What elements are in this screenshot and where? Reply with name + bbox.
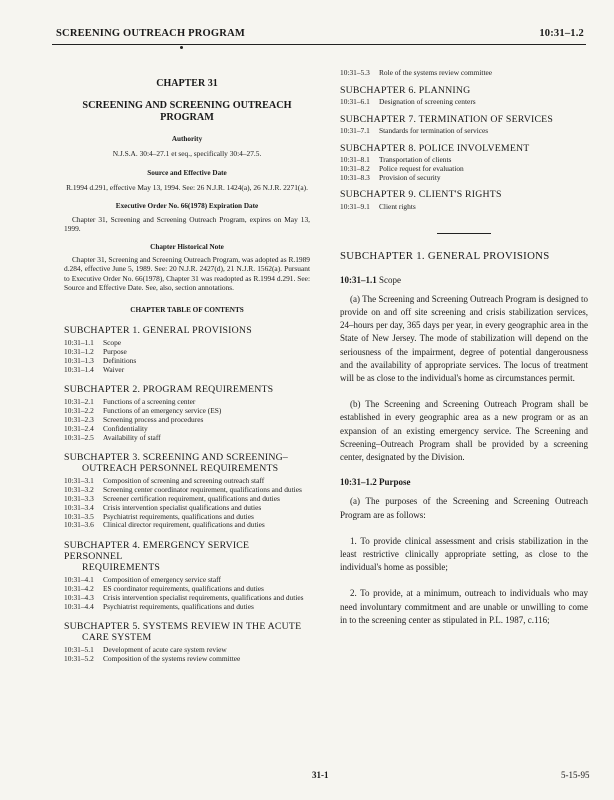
bullet-mark — [180, 46, 183, 49]
toc-subchapter-title: SUBCHAPTER 1. GENERAL PROVISIONS — [64, 325, 252, 337]
chapter-title: SCREENING AND SCREENING OUTREACH PROGRAM — [82, 100, 292, 124]
toc-entry — [340, 98, 588, 107]
section-label: Scope — [379, 274, 401, 285]
toc-entry-title: Client rights — [379, 201, 416, 211]
source-text: R.1994 d.291, effective May 13, 1994. See: 26 N.J.R. 1424(a), 26 N.J.R. 2271(a). — [66, 182, 308, 192]
toc-entry-number: 10:31–2.5 — [64, 432, 94, 442]
toc-entry-title: Functions of a screening center — [103, 397, 196, 407]
toc-list — [64, 339, 310, 374]
toc-subchapter-title: SUBCHAPTER 9. CLIENT'S RIGHTS — [340, 189, 502, 201]
toc-subchapter-title: SUBCHAPTER 2. PROGRAM REQUIREMENTS — [64, 384, 274, 396]
toc-entry-number: 10:31–5.3 — [340, 68, 370, 77]
toc-entry-number: 10:31–3.5 — [64, 511, 94, 521]
section-purpose-heading — [340, 478, 588, 487]
toc-entry — [64, 434, 310, 443]
toc-subchapter-heading — [340, 86, 588, 95]
revision-date: 5-15-95 — [561, 770, 590, 780]
toc-entry-title: Standards for termination of services — [379, 126, 489, 135]
toc-entry-number: 10:31–2.4 — [64, 423, 94, 433]
toc-entry-title: Definitions — [103, 355, 137, 365]
toc-entry — [64, 366, 310, 375]
toc-list — [340, 156, 588, 182]
toc-heading: CHAPTER TABLE OF CONTENTS — [130, 306, 244, 315]
toc-entry-number: 10:31–2.3 — [64, 415, 94, 425]
toc-entry — [340, 165, 588, 174]
toc-entry-title: Role of the systems review committee — [379, 68, 493, 77]
left-column — [64, 66, 310, 664]
toc-subchapter-title: SUBCHAPTER 8. POLICE INVOLVEMENT — [340, 142, 530, 154]
purpose-item-1: 1. To provide clinical assessment and crisis stabilization in the least restrictive clinically appropriate setting, as close to the individual's home as possible; — [340, 535, 588, 573]
subchapter-1-heading: SUBCHAPTER 1. GENERAL PROVISIONS — [340, 250, 550, 263]
toc-subchapter-title: SUBCHAPTER 3. SCREENING AND SCREENING– — [64, 452, 288, 464]
toc-list — [64, 646, 310, 664]
section-scope-heading — [340, 276, 588, 285]
toc-entry-number: 10:31–2.1 — [64, 397, 94, 407]
toc-entry-title: Transportation of clients — [379, 155, 452, 164]
toc-entry-title: Purpose — [103, 347, 127, 357]
toc-subchapter-heading — [340, 144, 588, 153]
toc-entry — [64, 603, 310, 612]
toc-list — [340, 203, 588, 212]
toc-entry-title: Availability of staff — [103, 432, 161, 442]
toc-entry-title: Scope — [103, 338, 122, 348]
right-column — [340, 66, 588, 627]
toc-entry-number: 10:31–3.4 — [64, 502, 94, 512]
toc-entry — [340, 156, 588, 165]
toc-subchapter-title-cont: CARE SYSTEM — [82, 632, 152, 644]
toc-entry-title: Screening center coordinator requirement, qualifications and duties — [103, 485, 302, 495]
executive-order-text: Chapter 31, Screening and Screening Outreach Program, expires on May 13, 1999. — [64, 214, 310, 233]
executive-order-heading: Executive Order No. 66(1978) Expiration Date — [115, 202, 259, 211]
toc-entry-title: Confidentiality — [103, 423, 148, 433]
toc-entry-number: 10:31–3.1 — [64, 476, 94, 486]
toc-entry-title: Composition of the systems review committee — [103, 654, 241, 664]
toc-entry-number: 10:31–7.1 — [340, 126, 370, 135]
toc-entry — [340, 174, 588, 183]
toc-subchapter-title: SUBCHAPTER 5. SYSTEMS REVIEW IN THE ACUTE — [64, 621, 302, 633]
chapter-number: CHAPTER 31 — [156, 78, 218, 89]
toc-entry-title: Development of acute care system review — [103, 645, 227, 655]
toc-list — [64, 398, 310, 442]
toc-entry-number: 10:31–8.2 — [340, 163, 370, 173]
toc-entry-title: Provision of security — [379, 172, 441, 182]
toc-entry-title: Psychiatrist requirements, qualifications and duties — [103, 601, 254, 611]
toc-entry — [64, 357, 310, 366]
toc-entry-number: 10:31–4.3 — [64, 592, 94, 602]
toc-entry — [340, 127, 588, 136]
toc-subchapter-heading — [64, 540, 310, 573]
section-divider — [437, 233, 491, 234]
purpose-item-2: 2. To provide, at a minimum, outreach to individuals who may need involuntary commitment and are unable or unwilling to come in to the screening center as stipulated in P.L. 1987, c.116; — [340, 588, 588, 625]
toc-subchapter-heading — [64, 621, 310, 643]
toc-entry-number: 10:31–8.1 — [340, 155, 370, 164]
toc-entry-title: Screening process and procedures — [103, 415, 204, 425]
toc-entry-number: 10:31–3.3 — [64, 494, 94, 503]
source-heading: Source and Effective Date — [147, 168, 227, 177]
table-of-contents-continued — [340, 69, 588, 211]
toc-entry-number: 10:31–3.6 — [64, 520, 94, 530]
toc-entry-title: Crisis intervention specialist requirements, qualifications and duties — [103, 592, 304, 602]
toc-entry-title: ES coordinator requirements, qualifications and duties — [103, 583, 264, 593]
toc-entry-title: Waiver — [103, 364, 125, 374]
toc-entry-title: Clinical director requirement, qualifications and duties — [103, 520, 265, 530]
toc-entry — [340, 69, 588, 78]
toc-entry-title: Functions of an emergency service (ES) — [103, 406, 222, 416]
toc-list — [64, 477, 310, 530]
toc-subchapter-title-cont: REQUIREMENTS — [82, 562, 161, 574]
toc-entry-number: 10:31–5.1 — [64, 645, 94, 655]
header-rule — [52, 44, 586, 45]
authority-text: N.J.S.A. 30:4–27.1 et seq., specifically 30:4–27.5. — [112, 149, 262, 159]
authority-heading: Authority — [171, 134, 203, 143]
historical-note-heading: Chapter Historical Note — [150, 243, 224, 252]
historical-note-text: Chapter 31, Screening and Screening Outreach Program, was adopted as R.1989 d.284, effective June 5, 1989. See: 20 N.J.R. 2427(d), 21 N.J.R. 1562(a). Pursuant to Executive Order No. 66(1978), Chapter 31 was readopted as R.1994 d.291. See: Source and Effective Date. See, also, section annotations. — [64, 255, 310, 292]
running-head-title: SCREENING OUTREACH PROGRAM — [56, 28, 245, 39]
toc-entry-title: Composition of emergency service staff — [103, 575, 221, 585]
toc-entry — [64, 416, 310, 425]
running-head — [52, 28, 584, 42]
toc-subchapter-heading — [64, 325, 310, 336]
toc-entry-number: 10:31–1.3 — [64, 355, 94, 365]
section-number: 10:31–1.1 — [340, 274, 377, 285]
section-number: 10:31–1.2 — [340, 477, 377, 488]
toc-entry-title: Police request for evaluation — [379, 163, 464, 173]
purpose-paragraph-a: (a) The purposes of the Screening and Screening Outreach Program are as follows: — [340, 496, 588, 520]
toc-entry-title: Designation of screening centers — [379, 97, 476, 106]
toc-entry — [64, 655, 310, 664]
toc-entry-number: 10:31–2.2 — [64, 406, 94, 416]
toc-entry-number: 10:31–4.2 — [64, 583, 94, 593]
toc-entry-number: 10:31–4.4 — [64, 601, 94, 611]
toc-entry — [64, 339, 310, 348]
page-number: 31-1 — [312, 770, 329, 780]
toc-entry-number: 10:31–5.2 — [64, 654, 94, 664]
toc-entry-number: 10:31–6.1 — [340, 97, 370, 106]
toc-entry-title: Crisis intervention specialist qualifications and duties — [103, 502, 262, 512]
toc-entry — [340, 203, 588, 212]
scope-paragraph-b: (b) The Screening and Screening Outreach Program shall be established in every geographic area as a new program or as an expansion of an existing emergency service. The Screening and Screening–Outreach Program shall be provided by a screening center, designated by the Division. — [340, 399, 588, 463]
toc-entry-title: Composition of screening and screening outreach staff — [103, 476, 265, 486]
toc-entry — [64, 521, 310, 530]
toc-entry-number: 10:31–1.1 — [64, 338, 94, 348]
toc-subchapter-title: SUBCHAPTER 7. TERMINATION OF SERVICES — [340, 113, 554, 125]
toc-subchapter-heading — [340, 115, 588, 124]
toc-list — [340, 98, 588, 107]
toc-entry — [64, 425, 310, 434]
toc-subchapter-heading — [64, 452, 310, 474]
toc-entry-title: Psychiatrist requirements, qualifications and duties — [103, 511, 254, 521]
toc-subchapter-title: SUBCHAPTER 6. PLANNING — [340, 84, 471, 96]
section-label: Purpose — [379, 477, 411, 488]
toc-subchapter-heading — [340, 190, 588, 199]
toc-entry-number: 10:31–1.2 — [64, 347, 94, 357]
table-of-contents — [64, 325, 310, 664]
toc-list — [340, 69, 588, 78]
toc-entry-number: 10:31–1.4 — [64, 364, 94, 374]
toc-subchapter-title-cont: OUTREACH PERSONNEL REQUIREMENTS — [82, 463, 279, 475]
toc-entry-number: 10:31–9.1 — [340, 201, 370, 211]
scope-paragraph-a: (a) The Screening and Screening Outreach Program is designed to provide on and off site screening and crisis stabilization services, 24–hours per day, 365 days per year, in every geographic area in the State of New Jersey. The mode of stabilization will depend on the seriousness of the impairment, degree of potential dangerousness and the availability of appropriate services. The locus of treatment will be as close to the individual's home as circumstances permit. — [340, 293, 589, 384]
toc-entry-number: 10:31–4.1 — [64, 575, 94, 585]
toc-entry — [64, 348, 310, 357]
toc-subchapter-title: SUBCHAPTER 4. EMERGENCY SERVICE PERSONNEL — [64, 540, 250, 563]
toc-entry-title: Screener certification requirement, qualifications and duties — [103, 494, 280, 503]
toc-list — [64, 576, 310, 611]
toc-list — [340, 127, 588, 136]
running-head-section: 10:31–1.2 — [539, 28, 584, 39]
toc-entry-number: 10:31–3.2 — [64, 485, 94, 495]
toc-subchapter-heading — [64, 384, 310, 395]
toc-entry-number: 10:31–8.3 — [340, 172, 370, 182]
